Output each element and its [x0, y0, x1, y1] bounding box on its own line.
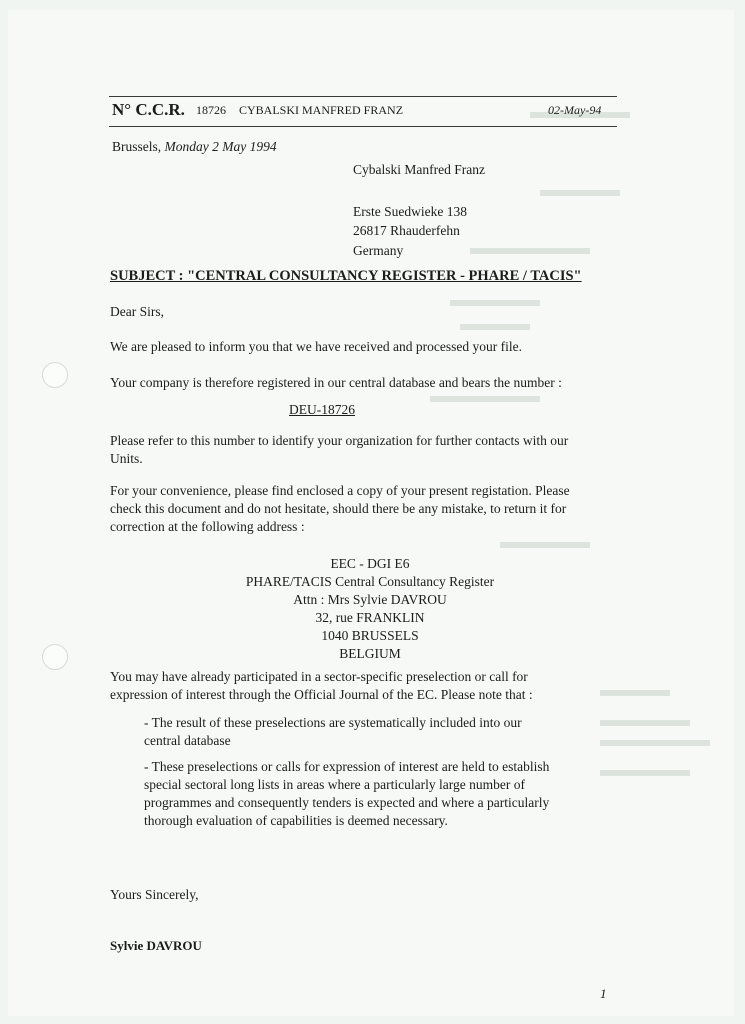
recipient-line: 26817 Rhauderfehn	[353, 223, 460, 238]
closing: Yours Sincerely,	[110, 887, 199, 902]
address-line: 32, rue FRANKLIN	[315, 610, 425, 625]
header-bottom-rule	[109, 126, 617, 127]
address-line: 1040 BRUSSELS	[321, 628, 419, 643]
paragraph-line: Please refer to this number to identify your organization for further contacts with our	[110, 433, 569, 448]
paragraph-line: correction at the following address :	[110, 519, 305, 534]
address-line: Attn : Mrs Sylvie DAVROU	[293, 592, 447, 607]
paragraph-line: For your convenience, please find enclosed a copy of your present registation. Please	[110, 483, 570, 498]
address-line: BELGIUM	[339, 646, 401, 661]
bullet-line: - These preselections or calls for expression of interest are held to establish	[144, 759, 550, 774]
signatory-name: Sylvie DAVROU	[110, 938, 202, 953]
recipient-line: Cybalski Manfred Franz	[353, 162, 485, 177]
page-number: 1	[600, 986, 607, 1001]
bullet-line: - The result of these preselections are systematically included into our	[144, 715, 522, 730]
ccr-label: N° C.C.R.	[112, 100, 185, 119]
paragraph-2: Your company is therefore registered in our central database and bears the number :	[110, 375, 562, 390]
letter-header	[112, 100, 617, 122]
address-line: EEC - DGI E6	[330, 556, 410, 571]
recipient-line: Germany	[353, 243, 404, 258]
paragraph-line: You may have already participated in a sector-specific preselection or call for	[110, 669, 528, 684]
header-date: 02-May-94	[548, 103, 602, 117]
date: Monday 2 May 1994	[164, 139, 277, 154]
salutation: Dear Sirs,	[110, 304, 164, 319]
header-top-rule	[109, 96, 617, 97]
paragraph-line: check this document and do not hesitate, should there be any mistake, to return it for	[110, 501, 567, 516]
paragraph-1: We are pleased to inform you that we have received and processed your file.	[110, 339, 522, 354]
bullet-line: programmes and consequently tenders is expected and where a particularly	[144, 795, 550, 810]
bullet-line: thorough evaluation of capabilities is deemed necessary.	[144, 813, 448, 828]
paragraph-line: Units.	[110, 451, 143, 466]
subject-line: SUBJECT : "CENTRAL CONSULTANCY REGISTER - PHARE / TACIS"	[110, 268, 582, 284]
address-line: PHARE/TACIS Central Consultancy Register	[245, 574, 495, 589]
punch-hole-top	[42, 362, 68, 388]
letter-place-date	[112, 138, 277, 156]
company-name: CYBALSKI MANFRED FRANZ	[239, 103, 404, 117]
bullet-line: central database	[144, 733, 231, 748]
paragraph-line: expression of interest through the Official Journal of the EC. Please note that :	[110, 687, 533, 702]
ccr-number: 18726	[196, 103, 226, 117]
bullet-line: special sectoral long lists in areas where a particularly large number of	[144, 777, 525, 792]
place: Brussels,	[112, 139, 162, 154]
punch-hole-bottom	[42, 644, 68, 670]
return-address	[220, 555, 520, 663]
registration-number: DEU-18726	[289, 402, 355, 417]
recipient-line: Erste Suedwieke 138	[353, 204, 467, 219]
